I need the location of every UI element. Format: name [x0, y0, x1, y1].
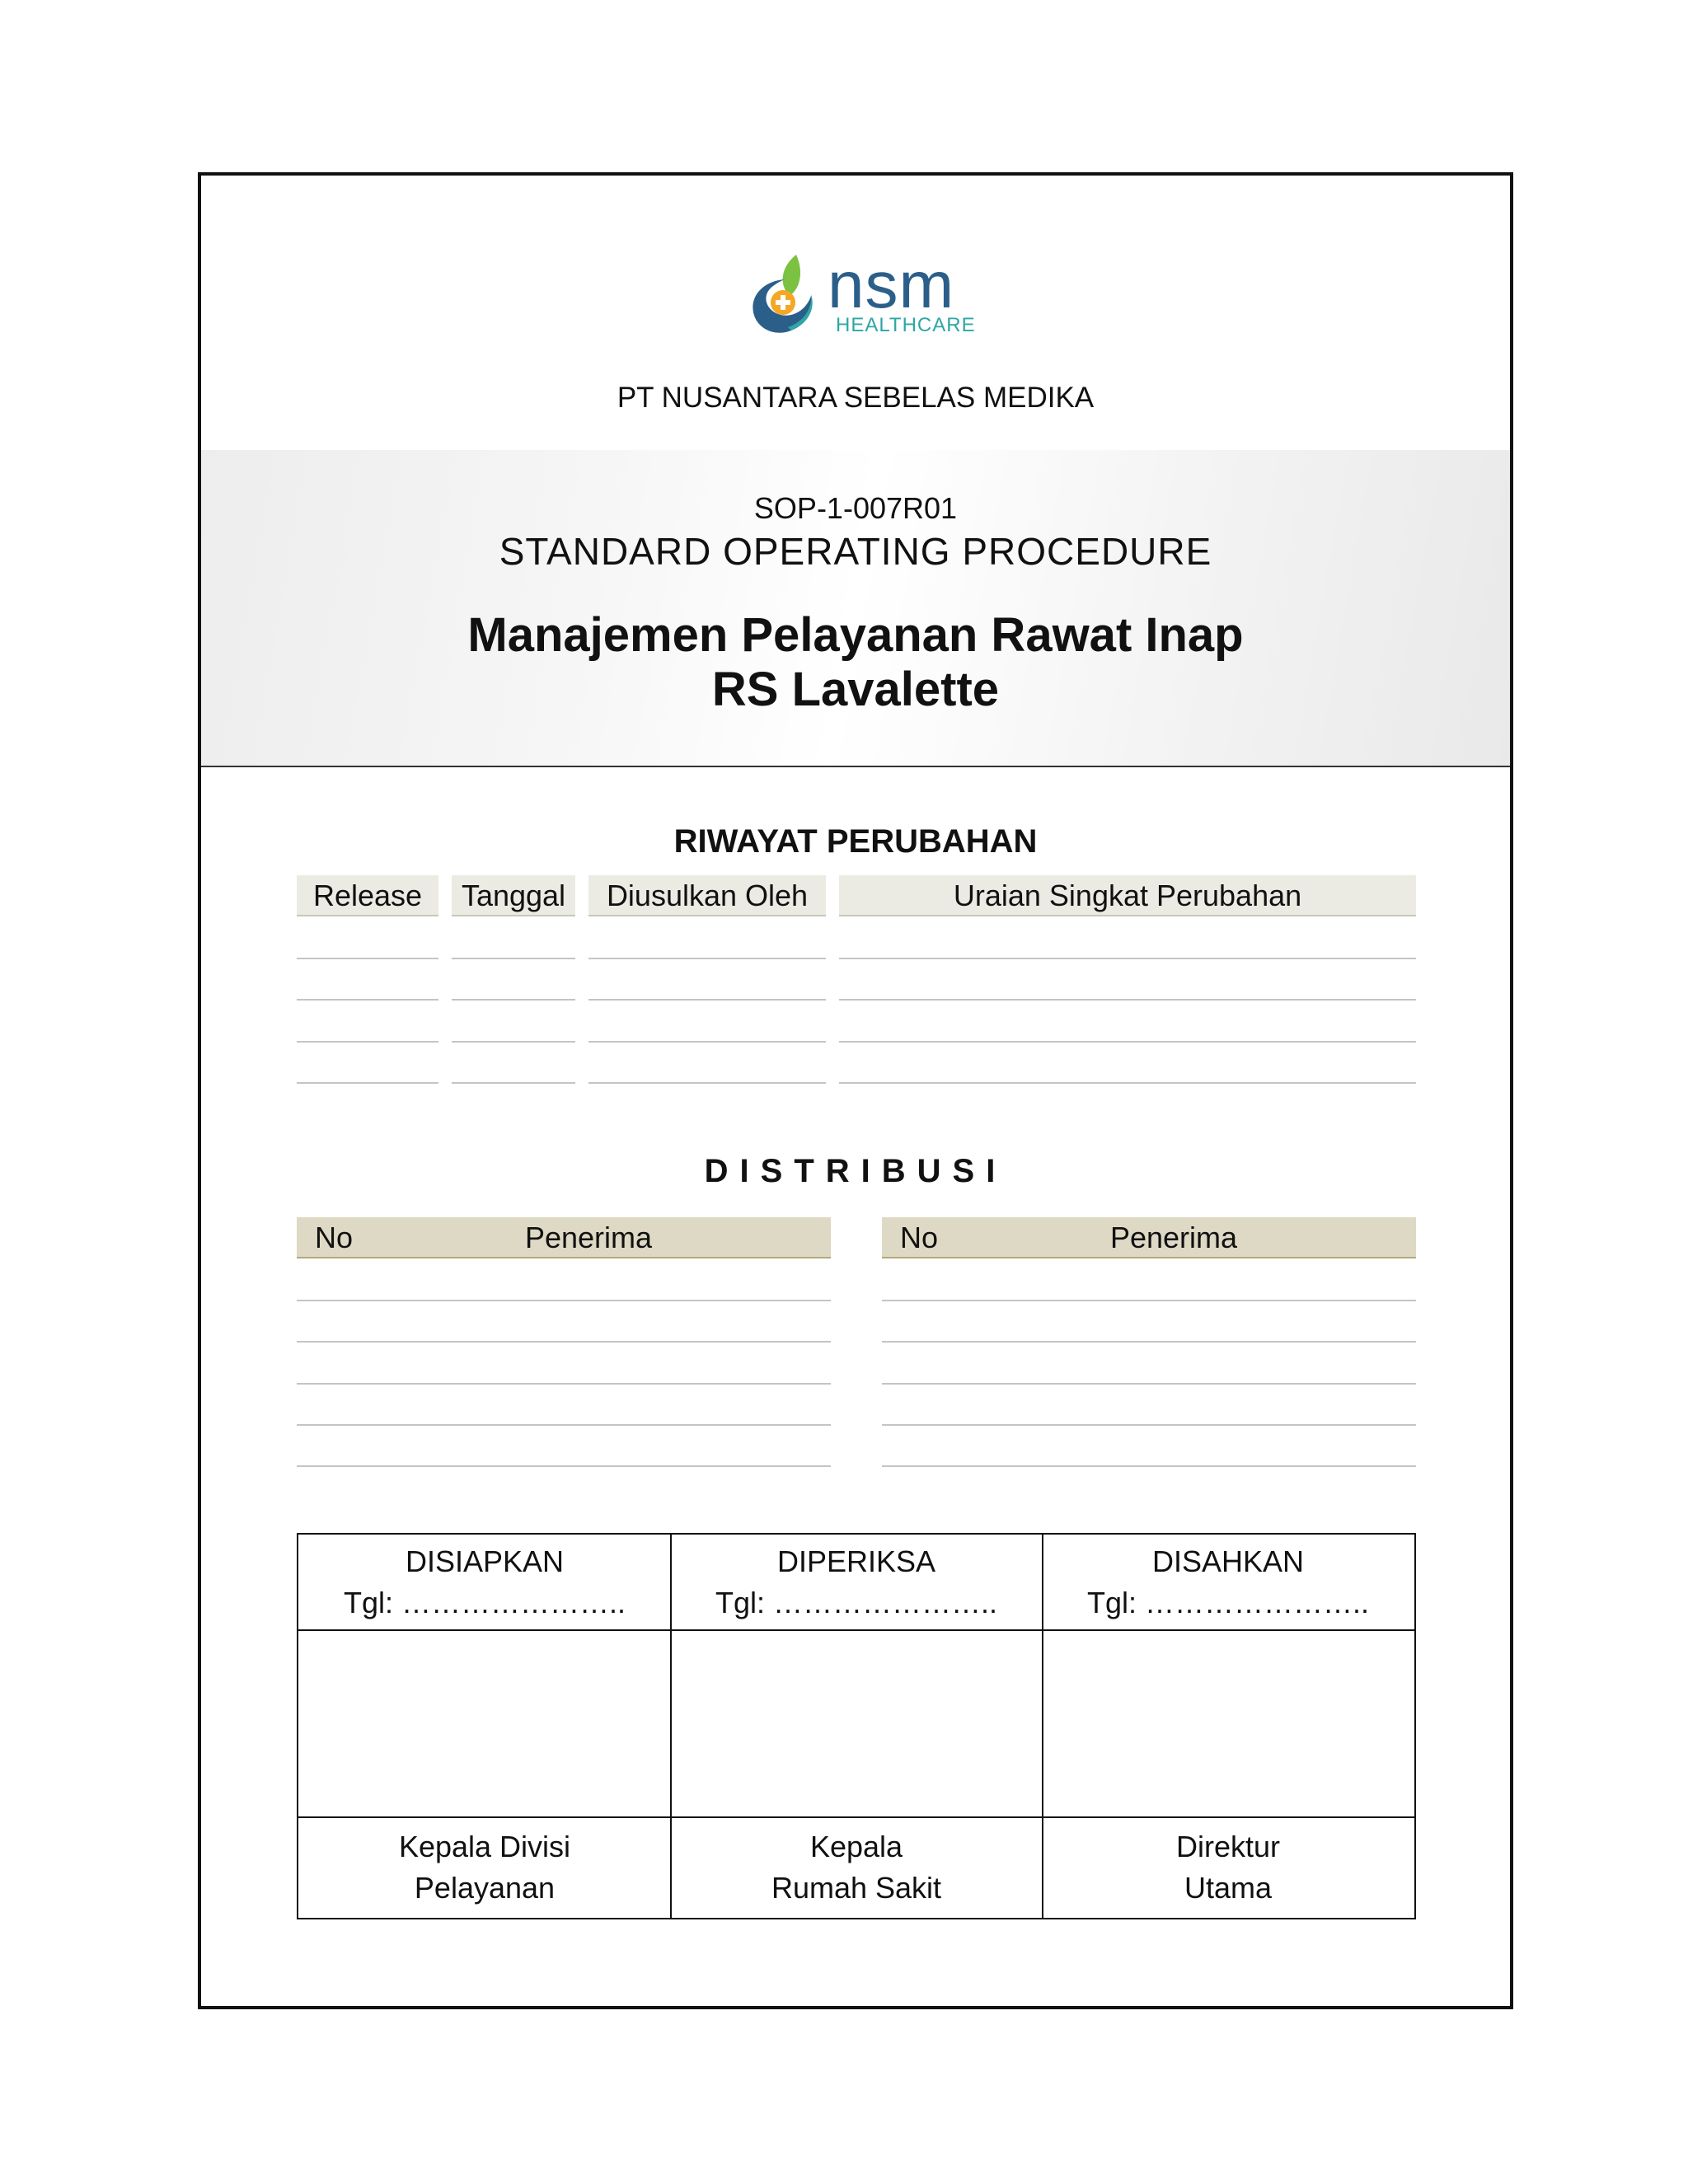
col-header-uraian: Uraian Singkat Perubahan [839, 875, 1416, 916]
approval-role: DIPERIKSA [776, 1544, 936, 1578]
approval-role: DISIAPKAN [405, 1544, 565, 1578]
approval-table [297, 1533, 1416, 1919]
table-row [882, 1341, 1416, 1343]
logo-wordmark: nsm [828, 248, 955, 321]
table-row [297, 1300, 831, 1301]
company-name: PT NUSANTARA SEBELAS MEDIKA [617, 382, 1095, 414]
distribusi-title: DISTRIBUSI [704, 1153, 1007, 1189]
title-band [201, 450, 1510, 767]
approval-position: Kepala [809, 1830, 903, 1863]
col-header-no: No [900, 1221, 939, 1254]
table-row [297, 1341, 831, 1343]
table-row [882, 1300, 1416, 1301]
table-row [297, 1424, 831, 1426]
approval-date: Tgl: ………………….. [1086, 1586, 1370, 1619]
approval-position: Kepala Divisi [398, 1830, 571, 1863]
approval-role: DISAHKAN [1151, 1544, 1305, 1578]
table-row [882, 1465, 1416, 1467]
nsm-healthcare-logo-icon [745, 248, 828, 339]
distribusi-table-right [882, 1217, 1416, 1481]
document-header [201, 176, 1510, 452]
col-header-release: Release [297, 875, 438, 916]
approval-position-line-2: Rumah Sakit [771, 1871, 942, 1905]
distribusi-header [297, 1217, 831, 1258]
col-header-no: No [315, 1221, 354, 1254]
approval-position: Direktur [1175, 1830, 1281, 1863]
distribusi-header [882, 1217, 1416, 1258]
distribusi-table-left [297, 1217, 831, 1481]
col-header-tanggal: Tanggal [452, 875, 575, 916]
approval-prepared [298, 1535, 671, 1918]
document-frame [198, 172, 1513, 2009]
col-header-penerima: Penerima [1109, 1221, 1238, 1254]
sop-title-line-1: Manajemen Pelayanan Rawat Inap [467, 608, 1244, 662]
sop-type: STANDARD OPERATING PROCEDURE [499, 530, 1212, 573]
logo-subtitle: HEALTHCARE [836, 314, 976, 336]
approval-approved [1042, 1535, 1414, 1918]
col-header-penerima: Penerima [524, 1221, 653, 1254]
table-row [882, 1383, 1416, 1385]
table-row [882, 1424, 1416, 1426]
riwayat-table [297, 875, 1416, 1090]
sop-title [201, 608, 1510, 717]
approval-date: Tgl: ………………….. [715, 1586, 998, 1619]
col-header-diusulkan-oleh: Diusulkan Oleh [588, 875, 826, 916]
table-row [297, 1465, 831, 1467]
company-logo [745, 240, 984, 347]
approval-position-line-2: Pelayanan [414, 1871, 556, 1905]
approval-position-line-2: Utama [1184, 1871, 1273, 1905]
approval-checked [670, 1535, 1043, 1918]
sop-code: SOP-1-007R01 [753, 491, 958, 525]
approval-date: Tgl: ………………….. [343, 1586, 626, 1619]
table-row [297, 1383, 831, 1385]
sop-title-line-2: RS Lavalette [711, 663, 1000, 716]
riwayat-title: RIWAYAT PERUBAHAN [673, 823, 1038, 860]
